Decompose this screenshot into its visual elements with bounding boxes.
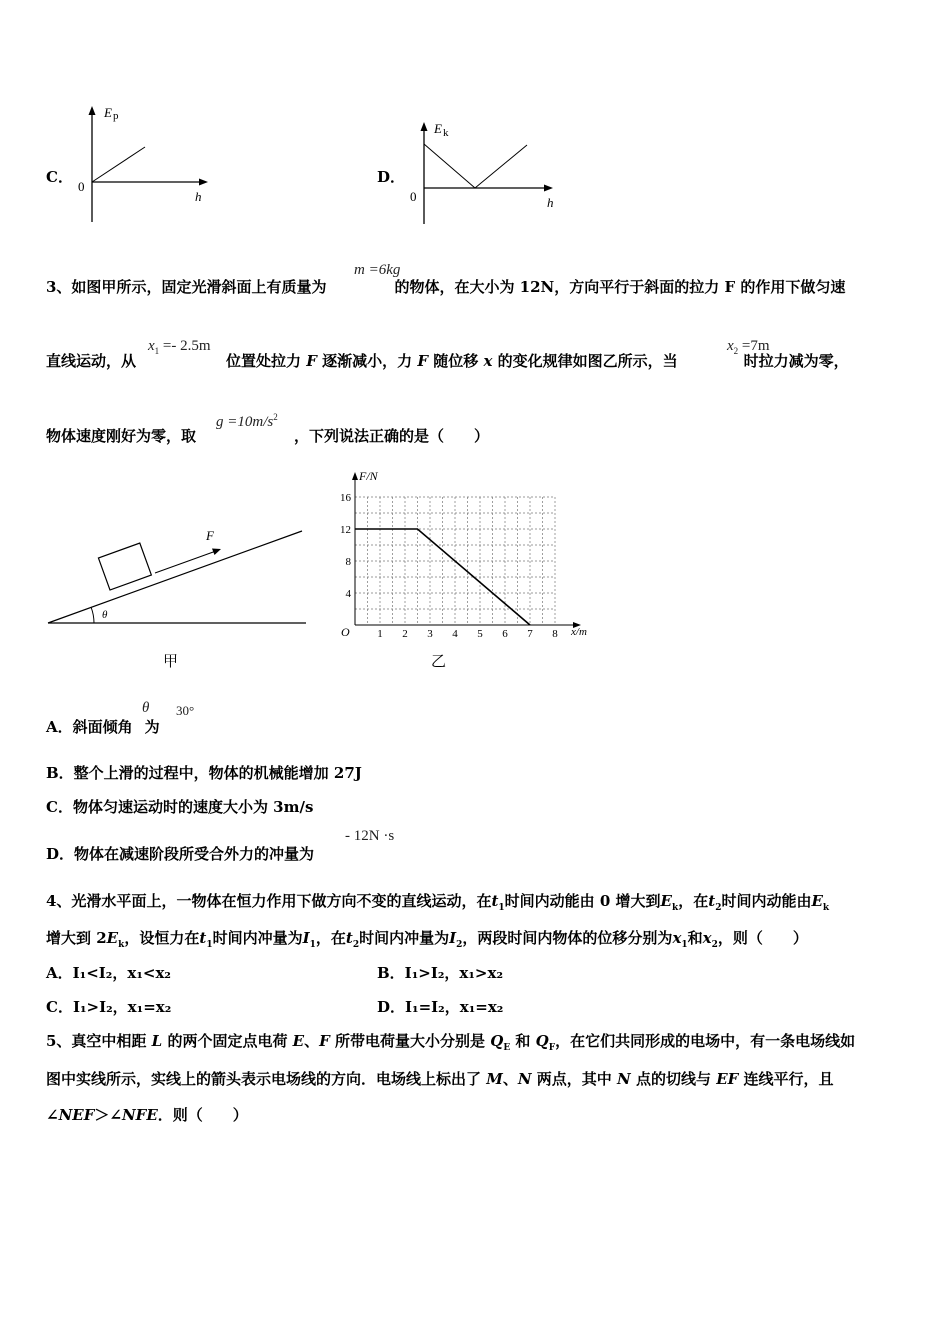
point-n-var: N (617, 1070, 631, 1088)
q5-line-1 (46, 1030, 855, 1053)
q3-x2-expr (727, 338, 770, 356)
q4-text: 和 (687, 929, 703, 947)
option-a-text: 为 (144, 718, 160, 736)
x-tick-label: 6 (502, 628, 508, 640)
origin-label: O (341, 625, 350, 639)
q3-option-a (46, 716, 160, 737)
x1-var: x (148, 338, 155, 354)
q3-text: 随位移 (428, 352, 484, 370)
q5-text: ，在它们共同形成的电场中，有一条电场线如 (555, 1032, 856, 1050)
x-tick-label: 4 (452, 628, 458, 640)
angle-nef: NEF (58, 1106, 95, 1124)
q3-impulse-value: - 12N ·s (345, 828, 395, 844)
q4-text: ，两段时间内物体的位移分别为 (462, 929, 673, 947)
q4-text: ，在 (678, 892, 709, 910)
q5-text: 、 (304, 1032, 320, 1050)
charge-e-var: E (292, 1032, 305, 1050)
y-axis-label-sub: p (113, 110, 119, 122)
qe-sub: E (503, 1043, 511, 1053)
block-rect (98, 543, 151, 590)
origin-label: 0 (78, 179, 85, 194)
q3-text: 的变化规律如图乙所示，当 (492, 352, 678, 370)
q3-option-d: D．物体在减速阶段所受合外力的冲量为 (46, 845, 315, 863)
t2-sub: 2 (715, 903, 722, 913)
ek-var: E (106, 929, 119, 947)
q4-option-c: C．I₁>I₂，x₁=x₂ (46, 998, 172, 1016)
q4-text: 时间内冲量为 (359, 929, 450, 947)
point-n-var: N (517, 1070, 532, 1088)
q4-text: 4、光滑水平面上，一物体在恒力作用下做方向不变的直线运动，在 (46, 892, 492, 910)
q3-theta-expr (142, 700, 149, 717)
q4-text: ，设恒力在 (124, 929, 200, 947)
q3-line-1 (46, 276, 845, 297)
i2-var: I (449, 929, 457, 947)
q3-g-expr (216, 412, 278, 431)
q5-text: 和 (510, 1032, 536, 1050)
force-arrow (155, 551, 216, 573)
y-tick-label: 4 (345, 588, 351, 600)
distance-var: L (151, 1032, 163, 1050)
g-sup: 2 (273, 412, 278, 422)
q3-text: 3、如图甲所示，固定光滑斜面上有质量为 (46, 278, 327, 296)
t2-sub: 2 (352, 940, 360, 950)
qe-var: Q (490, 1032, 504, 1050)
y-tick-label: 8 (345, 556, 351, 568)
x-tick-label: 7 (527, 628, 533, 640)
q3-text: 位置处拉力 (226, 352, 307, 370)
q3-angle-value: 30° (176, 703, 195, 718)
figure-jia-caption: 甲 (163, 652, 179, 670)
i1-var: I (302, 929, 310, 947)
t1-sub: 1 (498, 903, 505, 913)
angle-nfe: NFE (121, 1106, 158, 1124)
q4-option-a: A．I₁<I₂，x₁<x₂ (46, 964, 171, 982)
q5-text: 点的切线与 (630, 1070, 717, 1088)
incline-line (48, 531, 302, 623)
x2-value: =7m (738, 338, 770, 354)
ek-var: E (811, 892, 823, 910)
ek-line (424, 144, 527, 188)
figure-yi-caption: 乙 (431, 652, 447, 670)
x-ticks (377, 628, 558, 640)
y-axis-label: E (434, 121, 442, 136)
t1-var: t (491, 892, 499, 910)
i2-sub: 2 (456, 940, 463, 950)
y-axis-arrow-icon (352, 472, 358, 480)
q5-text: 图中实线所示，实线上的箭头表示电场线的方向．电场线上标出了 (46, 1070, 487, 1088)
i1-sub: 1 (309, 940, 316, 950)
figure-yi-chart (325, 465, 605, 645)
q5-text: 连线平行，且 (738, 1070, 834, 1088)
x-tick-label: 2 (402, 628, 408, 640)
q4-text: ，则（ ） (717, 929, 808, 947)
y-axis-arrow-icon (89, 106, 96, 115)
x-axis-label: h (195, 189, 202, 204)
force-var: F (417, 352, 429, 370)
x2-var: x (727, 338, 734, 354)
option-d-label: D． (377, 168, 406, 186)
figure-jia-incline (44, 520, 314, 640)
ek-sub: k (118, 940, 125, 950)
x-tick-label: 3 (427, 628, 433, 640)
force-arrow-icon (212, 549, 221, 556)
point-m-var: M (486, 1070, 503, 1088)
x1-var: x (672, 929, 682, 947)
option-c-graph (70, 100, 220, 225)
q3-text: 的物体，在大小为 12N，方向平行于斜面的拉力 F 的作用下做匀速 (394, 278, 846, 296)
q4-line-2 (46, 927, 808, 950)
q5-text: 两点，其中 (531, 1070, 618, 1088)
t1-sub: 1 (206, 940, 213, 950)
q5-text: 5、真空中相距 (46, 1032, 152, 1050)
q5-text: ．则（ ） (157, 1106, 248, 1124)
q5-text: 、 (502, 1070, 518, 1088)
t2-var: t (708, 892, 716, 910)
q4-text: 增大到 2 (46, 929, 107, 947)
option-c-label: C． (46, 168, 73, 186)
y-axis-label: F/N (359, 469, 378, 483)
x-axis-label: x/m (571, 626, 587, 638)
x1-sub: 1 (154, 346, 160, 356)
ek-sub: k (822, 903, 830, 913)
q4-text: 时间内冲量为 (212, 929, 303, 947)
q3-text: ，下列说法正确的是（ ） (294, 427, 490, 445)
q4-text: 时间内动能由 0 增大到 (504, 892, 661, 910)
mass-value: m =6kg (354, 262, 401, 278)
t1-var: t (199, 929, 207, 947)
q3-mass-expr (354, 262, 400, 279)
q3-text: 物体速度刚好为零，取 (46, 427, 197, 445)
theta-var: θ (142, 700, 150, 716)
origin-label: 0 (410, 189, 417, 204)
q3-option-c: C．物体匀速运动时的速度大小为 3m/s (46, 798, 314, 816)
x-tick-label: 5 (477, 628, 483, 640)
option-d-graph (400, 116, 565, 228)
x-axis-arrow-icon (199, 179, 208, 186)
q5-text: 的两个固定点电荷 (162, 1032, 293, 1050)
q4-option-d: D．I₁=I₂，x₁=x₂ (377, 998, 504, 1016)
q3-option-b: B．整个上滑的过程中，物体的机械能增加 27J (46, 764, 362, 782)
qf-var: Q (535, 1032, 549, 1050)
g-value: g =10m/s (216, 414, 274, 430)
q5-text: ＞∠ (94, 1106, 122, 1124)
x2-var: x (702, 929, 712, 947)
y-tick-label: 16 (340, 492, 351, 504)
y-axis-label-sub: k (443, 127, 449, 139)
q5-text: ∠ (46, 1106, 59, 1124)
x2-sub: 2 (733, 346, 739, 356)
ef-var: EF (716, 1070, 739, 1088)
option-a-text: A．斜面倾角 (46, 718, 133, 736)
x1-sub: 1 (681, 940, 688, 950)
q4-line-1 (46, 890, 829, 913)
ek-var: E (660, 892, 672, 910)
displacement-var: x (483, 352, 493, 370)
q5-line-2 (46, 1068, 834, 1089)
q4-text: ，在 (315, 929, 346, 947)
t2-var: t (345, 929, 353, 947)
qf-sub: F (548, 1043, 556, 1053)
x-axis-label: h (547, 195, 554, 210)
q3-text: 直线运动，从 (46, 352, 137, 370)
x2-sub: 2 (711, 940, 718, 950)
y-tick-label: 12 (340, 524, 351, 536)
x-tick-label: 8 (552, 628, 558, 640)
x1-value: =- 2.5m (159, 338, 211, 354)
q5-text: 所带电荷量大小分别是 (329, 1032, 491, 1050)
angle-arc (91, 607, 94, 623)
x-tick-label: 1 (377, 628, 383, 640)
angle-label: θ (102, 609, 108, 621)
ek-sub: k (671, 903, 679, 913)
y-axis-arrow-icon (421, 122, 428, 131)
q3-text: 逐渐减小，力 (316, 352, 418, 370)
x-axis-arrow-icon (544, 185, 553, 192)
y-ticks (340, 492, 352, 600)
force-var: F (306, 352, 317, 370)
charge-f-var: F (319, 1032, 330, 1050)
q5-line-3 (46, 1104, 248, 1125)
y-axis-label: E (104, 105, 112, 120)
block (98, 543, 151, 590)
q4-option-b: B．I₁>I₂，x₁>x₂ (377, 964, 504, 982)
q3-text: 时拉力减为零， (743, 352, 849, 370)
q3-x1-expr (148, 338, 211, 356)
q4-text: 时间内动能由 (721, 892, 812, 910)
force-label: F (206, 528, 214, 543)
ep-line (92, 147, 145, 182)
